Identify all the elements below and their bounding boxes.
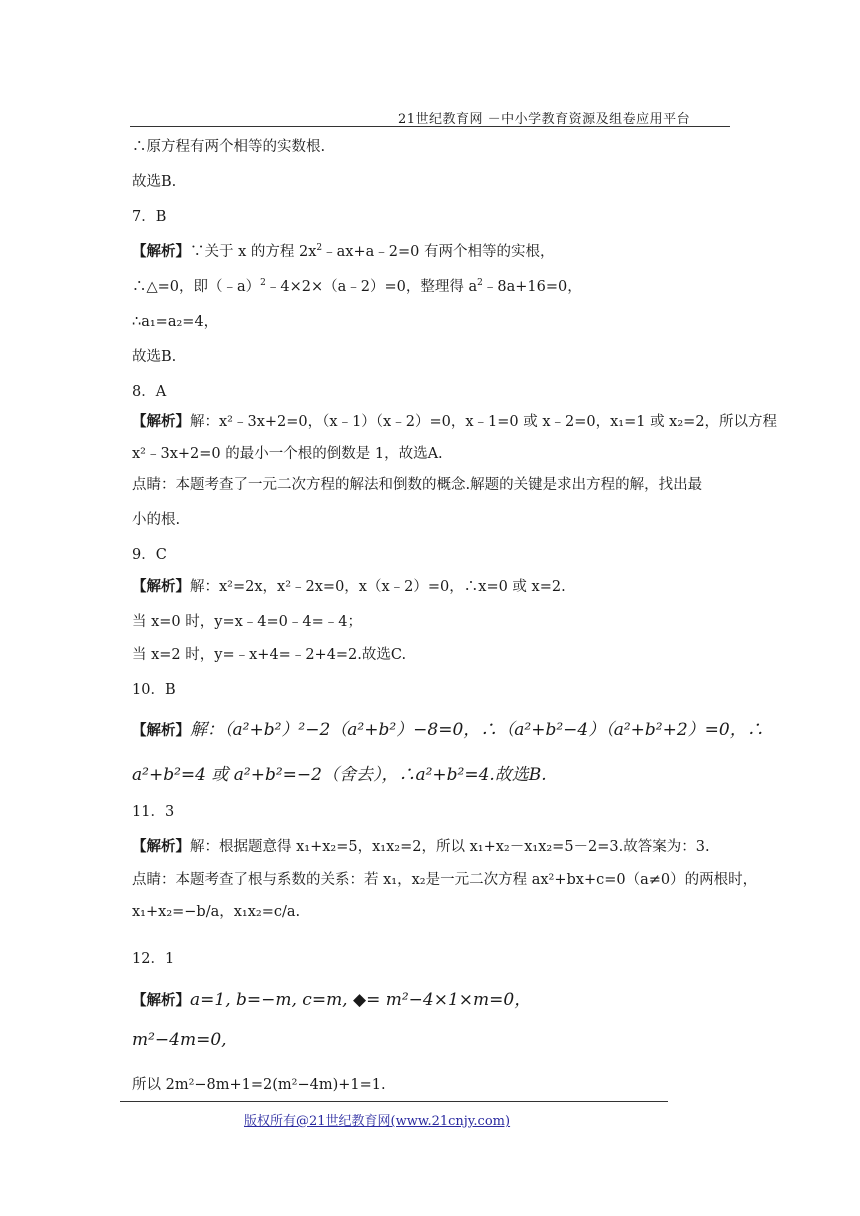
analysis-tag: 【解析】 <box>132 578 190 595</box>
equation-text: a=1, b=−m, c=m, ◆= m²−4×1×m=0， <box>190 990 532 1010</box>
text-line: ∴原方程有两个相等的实数根. <box>132 139 326 155</box>
text-span: ﹣8a+16=0， <box>482 279 582 295</box>
text-span: 解：根据题意得 x₁+x₂=5，x₁x₂=2，所以 x₁+x₂－x₁x₂=5－2=3.故答案为：3. <box>190 839 710 855</box>
analysis-line <box>132 575 566 596</box>
header-rule <box>130 126 730 127</box>
equation-text: 解：（a²+b²）²−2（a²+b²）−8=0，∴（a²+b²−4）（a²+b²+2）=0，∴ <box>190 720 764 740</box>
analysis-tag: 【解析】 <box>132 992 190 1009</box>
equation-text: a²+b²=4 或 a²+b²=−2（舍去），∴a²+b²=4.故选B. <box>132 765 547 785</box>
text-line: 当 x=2 时，y=﹣x+4=﹣2+4=2.故选C. <box>132 647 407 663</box>
text-line: 当 x=0 时，y=x﹣4=0﹣4=﹣4； <box>132 614 362 630</box>
text-line: x₁+x₂=−b/a，x₁x₂=c/a. <box>132 904 301 920</box>
analysis-tag: 【解析】 <box>132 243 190 260</box>
text-span: 解：x²=2x，x²﹣2x=0，x（x﹣2）=0，∴x=0 或 x=2. <box>190 579 566 595</box>
text-line: ∴△=0，即（﹣a）$^2$﹣4×2×（a﹣2）=0，整理得 $a^2﹣8a+16=0$， <box>132 278 582 295</box>
text-line: 所以 2m²−8m+1=2(m²−4m)+1=1. <box>132 1077 386 1093</box>
analysis-line <box>132 985 531 1010</box>
question-number: 11．3 <box>132 804 175 820</box>
question-number: 10．B <box>132 682 176 698</box>
text-line <box>132 1030 227 1050</box>
text-line: 小的根. <box>132 512 181 528</box>
page-header: 21世纪教育网 －中小学教育资源及组卷应用平台 <box>398 112 691 127</box>
analysis-tag: 【解析】 <box>132 413 190 430</box>
analysis-line: 【解析】∵关于 x 的方程 $2x^2﹣ax+a﹣2=0$ 有两个相等的实根， <box>132 243 555 260</box>
text-span: 解：x²﹣3x+2=0，（x﹣1）（x﹣2）=0，x﹣1=0 或 x﹣2=0，x₁=1 或 x₂=2，所以方程 <box>190 414 778 430</box>
footer-rule <box>120 1101 668 1102</box>
question-number: 7．B <box>132 209 167 225</box>
question-number: 12．1 <box>132 951 175 967</box>
analysis-tag: 【解析】 <box>132 838 190 855</box>
question-number: 8．A <box>132 384 167 400</box>
analysis-line <box>132 410 777 431</box>
copyright-link[interactable]: 版权所有@21世纪教育网(www.21cnjy.com) <box>244 1114 511 1129</box>
text-line <box>132 760 547 785</box>
text-line: 点睛：本题考查了根与系数的关系：若 x₁，x₂是一元二次方程 ax²+bx+c=0（a≠0）的两根时， <box>132 872 758 888</box>
text-line: 故选B. <box>132 174 177 190</box>
equation-text: m²−4m=0, <box>132 1030 227 1050</box>
analysis-tag: 【解析】 <box>132 722 190 739</box>
text-line: 点睛：本题考查了一元二次方程的解法和倒数的概念.解题的关键是求出方程的解，找出最 <box>132 477 703 493</box>
text-line: x²﹣3x+2=0 的最小一个根的倒数是 1，故选A. <box>132 446 443 462</box>
text-span: ∵关于 x 的方程 2x <box>190 244 317 260</box>
text-span: ﹣4×2×（a﹣2）=0，整理得 a <box>265 279 478 295</box>
text-line: 故选B. <box>132 349 177 365</box>
text-span: ∴△=0，即（﹣a） <box>132 279 261 295</box>
question-number: 9．C <box>132 547 167 563</box>
analysis-line <box>132 835 710 856</box>
analysis-line <box>132 715 764 740</box>
text-line: ∴a₁=a₂=4， <box>132 314 219 330</box>
text-span: ﹣ax+a﹣2=0 有两个相等的实根， <box>322 244 555 260</box>
